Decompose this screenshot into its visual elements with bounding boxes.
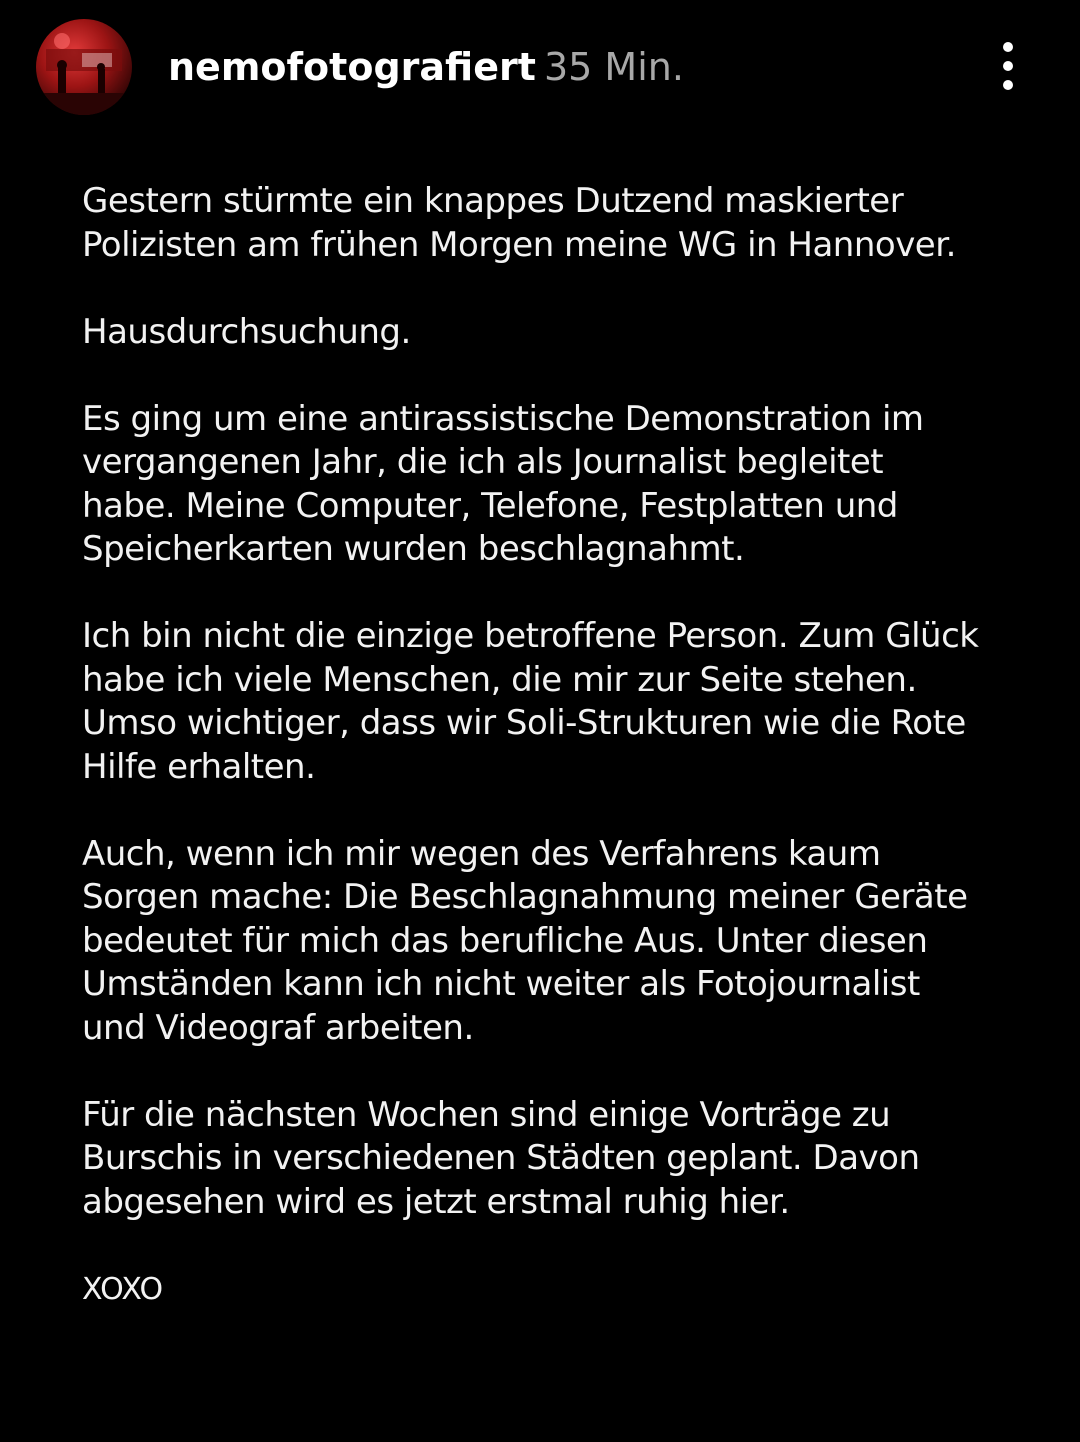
story-text-body (82, 180, 982, 1311)
paragraph: Ich bin nicht die einzige betroffene Person. Zum Glück habe ich viele Menschen, die mir zur Seite stehen. Umso wichtiger, dass wir Soli-Strukturen wie die Rote Hilfe erhalten. (82, 616, 979, 787)
profile-avatar[interactable] (36, 19, 132, 115)
paragraph: Gestern stürmte ein knappes Dutzend maskierter Polizisten am frühen Morgen meine WG in Hannover. (82, 181, 956, 265)
more-options-dot-icon (1003, 42, 1013, 52)
more-options-dot-icon (1003, 61, 1013, 71)
story-header (0, 0, 1080, 135)
username[interactable]: nemofotografiert (168, 45, 536, 89)
more-options-button[interactable] (984, 36, 1032, 96)
post-timestamp: 35 Min. (544, 45, 684, 89)
paragraph: Auch, wenn ich mir wegen des Verfahrens kaum Sorgen mache: Die Beschlagnahmung meiner Geräte bedeutet für mich das berufliche Aus. Unter diesen Umständen kann ich nicht weiter als Fotojournalist und Videograf arbeiten. (82, 833, 968, 1048)
paragraph: Für die nächsten Wochen sind einige Vorträge zu Burschis in verschiedenen Städten geplant. Davon abgesehen wird es jetzt erstmal ruhig hier. (82, 1094, 920, 1222)
paragraph: Hausdurchsuchung. (82, 311, 411, 352)
signoff: XOXO (82, 1271, 163, 1307)
more-options-dot-icon (1003, 80, 1013, 90)
avatar-photo-icon (36, 19, 132, 115)
paragraph: Es ging um eine antirassistische Demonstration im vergangenen Jahr, die ich als Journalist begleitet habe. Meine Computer, Telefone, Festplatten und Speicherkarten wurden beschlagnahmt. (82, 398, 924, 569)
